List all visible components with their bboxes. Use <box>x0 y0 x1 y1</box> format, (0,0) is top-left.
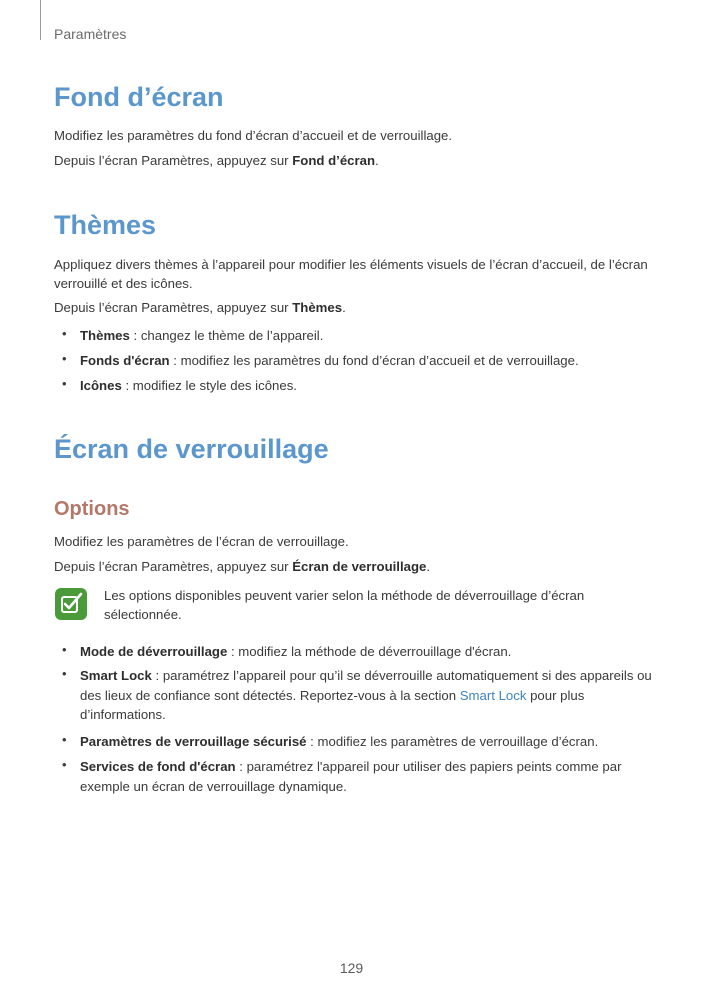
list-item-themes: Thèmes : changez le thème de l’appareil. <box>80 328 324 343</box>
fond-ecran-instruction: Depuis l’écran Paramètres, appuyez sur Fond d’écran. <box>54 153 379 168</box>
themes-description: Appliquez divers thèmes à l’appareil pour modifier les éléments visuels de l’écran d’accueil, de l’écran verrouillé et des icônes. <box>54 257 648 291</box>
bullet-dot: • <box>62 326 67 341</box>
list-item-icones: Icônes : modifiez le style des icônes. <box>80 378 297 393</box>
bullet-dot: • <box>62 666 67 681</box>
note-text: Les options disponibles peuvent varier selon la méthode de déverrouillage d’écran sélectionnée. <box>104 588 585 622</box>
list-item-mode-deverrouillage: Mode de déverrouillage : modifiez la méthode de déverrouillage d'écran. <box>80 644 512 659</box>
list-item-verrouillage-securise: Paramètres de verrouillage sécurisé : modifiez les paramètres de verrouillage d’écran. <box>80 734 599 749</box>
verrouillage-description: Modifiez les paramètres de l’écran de verrouillage. <box>54 534 349 549</box>
bullet-dot: • <box>62 757 67 772</box>
header-rule <box>40 0 41 40</box>
fond-ecran-description: Modifiez les paramètres du fond d’écran d’accueil et de verrouillage. <box>54 128 453 143</box>
bullet-dot: • <box>62 376 67 391</box>
fond-ecran-instruction-target: Fond d’écran <box>292 153 376 168</box>
pencil-checkmark-icon <box>55 588 87 620</box>
list-item-smart-lock: Smart Lock : paramétrez l’appareil pour qu’il se déverrouille automatiquement si des appareils ou des lieux de confiance sont détectés. Reportez-vous à la section Smart Lock pour plus d’informations. <box>80 668 652 722</box>
section-title-themes: Thèmes <box>54 210 157 240</box>
subsection-title-options: Options <box>54 498 130 520</box>
list-item-fonds-ecran: Fonds d'écran : modifiez les paramètres du fond d’écran d’accueil et de verrouillage. <box>80 353 579 368</box>
themes-instruction: Depuis l’écran Paramètres, appuyez sur Thèmes. <box>54 300 346 315</box>
page-number: 129 <box>339 960 364 976</box>
verrouillage-instruction: Depuis l’écran Paramètres, appuyez sur Écran de verrouillage. <box>54 559 431 574</box>
bullet-dot: • <box>62 642 67 657</box>
header-label: Paramètres <box>54 26 127 42</box>
list-item-services-fond-ecran: Services de fond d'écran : paramétrez l'appareil pour utiliser des papiers peints comme par exemple un écran de verrouillage dynamique. <box>80 759 622 794</box>
bullet-dot: • <box>62 351 67 366</box>
bullet-dot: • <box>62 732 67 747</box>
themes-instruction-target: Thèmes <box>292 300 343 315</box>
smart-lock-link[interactable]: Smart Lock <box>459 687 527 703</box>
verrouillage-instruction-target: Écran de verrouillage <box>292 559 427 574</box>
section-title-verrouillage: Écran de verrouillage <box>54 434 329 464</box>
section-title-fond-ecran: Fond d’écran <box>54 82 224 112</box>
